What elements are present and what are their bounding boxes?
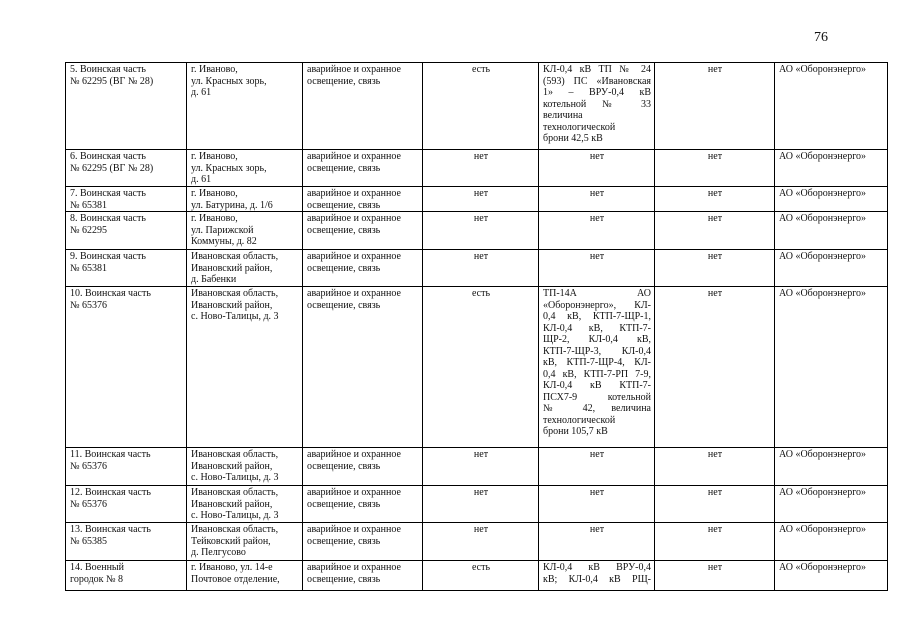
object-name-cell (66, 287, 187, 448)
purpose-cell (303, 250, 423, 287)
table-row (66, 523, 888, 561)
cell-line: освещение, связь (307, 299, 381, 311)
cell-line: № 65376 (70, 460, 108, 472)
cell-line: «Оборонэнерго», КЛ- (543, 299, 651, 311)
cell-line: Коммуны, д. 82 (191, 236, 257, 247)
organization-cell: АО «Оборонэнерго» (775, 150, 888, 187)
cell-line: аварийное и охранное (307, 151, 401, 162)
address-cell (187, 523, 303, 561)
availability-cell: есть (423, 287, 539, 448)
cell-line: освещение, связь (307, 262, 381, 274)
cell-line: 7. Воинская часть (70, 188, 146, 199)
table-row (66, 63, 888, 150)
purpose-cell (303, 448, 423, 486)
cell-line: освещение, связь (307, 535, 381, 547)
table-row (66, 561, 888, 591)
cell-line: ул. Красных зорь, (191, 162, 267, 174)
cell-line: д. 61 (191, 174, 212, 185)
cell-line: городок № 8 (70, 573, 124, 585)
cell-line: 5. Воинская часть (70, 64, 146, 75)
availability-cell: нет (423, 212, 539, 250)
availability-cell: нет (423, 486, 539, 523)
table-row (66, 486, 888, 523)
availability-cell: есть (423, 63, 539, 150)
purpose-cell (303, 187, 423, 212)
cell-line: Ивановская область, (191, 288, 279, 299)
supply-line-cell (539, 150, 655, 187)
cell-line: КЛ-0,4 кВ ТП № 24 (543, 64, 651, 75)
objects-table (65, 62, 888, 591)
object-name-cell (66, 486, 187, 523)
supply-line-cell (539, 250, 655, 287)
cell-line: № 65376 (70, 299, 108, 311)
cell-line: ул. Батурина, д. 1/6 (191, 199, 273, 211)
cell-line: величина (543, 110, 583, 121)
cell-line: Ивановская область, (191, 449, 279, 460)
cell-line: г. Иваново, ул. 14-е (191, 562, 273, 573)
availability-cell: нет (423, 250, 539, 287)
status-cell: нет (655, 150, 775, 187)
cell-line: г. Иваново, (191, 64, 238, 75)
cell-line: г. Иваново, (191, 213, 238, 224)
cell-line: Ивановская область, (191, 487, 279, 498)
cell-line: Почтовое отделение, (191, 573, 280, 585)
cell-line: нет (589, 487, 605, 498)
cell-line: 1» – ВРУ-0,4 кВ (543, 87, 651, 98)
cell-line: КЛ-0,4 кВ ВРУ-0,4 (543, 562, 651, 573)
cell-line: с. Ново-Талицы, д. 3 (191, 311, 279, 322)
status-cell: нет (655, 561, 775, 591)
purpose-cell (303, 486, 423, 523)
supply-line-cell (539, 448, 655, 486)
cell-line: ул. Парижской (191, 224, 254, 236)
cell-line: аварийное и охранное (307, 449, 401, 460)
cell-line: Ивановский район, (191, 498, 273, 510)
cell-line: Ивановская область, (191, 524, 279, 535)
cell-line: нет (589, 213, 605, 224)
cell-line: д. Бабенки (191, 274, 237, 285)
organization-cell: АО «Оборонэнерго» (775, 187, 888, 212)
object-name-cell (66, 150, 187, 187)
status-cell: нет (655, 187, 775, 212)
cell-line: нет (589, 151, 605, 162)
status-cell: нет (655, 287, 775, 448)
address-cell (187, 150, 303, 187)
cell-line: кВ; КЛ-0,4 кВ РЩ- (543, 573, 651, 585)
cell-line: д. Пелгусово (191, 547, 246, 558)
cell-line: освещение, связь (307, 460, 381, 472)
cell-line: 11. Воинская часть (70, 449, 151, 460)
availability-cell: нет (423, 150, 539, 187)
cell-line: ТП-14А АО (543, 288, 651, 299)
cell-line: нет (589, 251, 605, 262)
table-row (66, 212, 888, 250)
cell-line: технологической (543, 414, 616, 426)
cell-line: 0,4 кВ, КТП-7-ЩР-1, (543, 311, 651, 322)
cell-line: КТП-7-ЩР-3, КЛ-0,4 (543, 345, 651, 357)
object-name-cell (66, 212, 187, 250)
organization-cell: АО «Оборонэнерго» (775, 287, 888, 448)
object-name-cell (66, 561, 187, 591)
cell-line: Ивановский район, (191, 299, 273, 311)
address-cell (187, 212, 303, 250)
cell-line: нет (589, 188, 605, 199)
cell-line: Ивановский район, (191, 262, 273, 274)
status-cell: нет (655, 63, 775, 150)
table-row (66, 448, 888, 486)
cell-line: освещение, связь (307, 75, 381, 87)
address-cell (187, 63, 303, 150)
address-cell (187, 486, 303, 523)
cell-line: № 42, величина (543, 403, 651, 414)
supply-line-cell (539, 486, 655, 523)
cell-line: ПСХ7-9 котельной (543, 391, 651, 403)
supply-line-cell (539, 63, 655, 150)
object-name-cell (66, 250, 187, 287)
status-cell: нет (655, 486, 775, 523)
cell-line: освещение, связь (307, 162, 381, 174)
status-cell: нет (655, 448, 775, 486)
supply-line-cell (539, 212, 655, 250)
status-cell: нет (655, 212, 775, 250)
address-cell (187, 187, 303, 212)
organization-cell: АО «Оборонэнерго» (775, 486, 888, 523)
object-name-cell (66, 448, 187, 486)
supply-line-cell (539, 287, 655, 448)
cell-line: освещение, связь (307, 573, 381, 585)
cell-line: ЩР-2, КЛ-0,4 кВ, (543, 334, 651, 345)
organization-cell: АО «Оборонэнерго» (775, 63, 888, 150)
purpose-cell (303, 150, 423, 187)
purpose-cell (303, 63, 423, 150)
purpose-cell (303, 287, 423, 448)
cell-line: Ивановский район, (191, 460, 273, 472)
object-name-cell (66, 523, 187, 561)
organization-cell: АО «Оборонэнерго» (775, 250, 888, 287)
supply-line-cell (539, 561, 655, 591)
cell-line: 8. Воинская часть (70, 213, 146, 224)
cell-line: № 65381 (70, 199, 108, 211)
object-name-cell (66, 63, 187, 150)
availability-cell: нет (423, 523, 539, 561)
cell-line: с. Ново-Талицы, д. 3 (191, 510, 279, 521)
cell-line: брони 105,7 кВ (543, 426, 608, 437)
cell-line: освещение, связь (307, 498, 381, 510)
table-row (66, 250, 888, 287)
cell-line: 13. Воинская часть (70, 524, 151, 535)
cell-line: г. Иваново, (191, 151, 238, 162)
cell-line: № 62295 (ВГ № 28) (70, 75, 154, 87)
cell-line: аварийное и охранное (307, 487, 401, 498)
cell-line: Тейковский район, (191, 535, 271, 547)
cell-line: 9. Воинская часть (70, 251, 146, 262)
page-number: 76 (814, 30, 828, 45)
table-row (66, 287, 888, 448)
cell-line: аварийное и охранное (307, 562, 401, 573)
cell-line: освещение, связь (307, 224, 381, 236)
cell-line: котельной № 33 (543, 98, 651, 110)
table-row (66, 187, 888, 212)
cell-line: (593) ПС «Ивановская (543, 75, 651, 87)
cell-line: Ивановская область, (191, 251, 279, 262)
address-cell (187, 287, 303, 448)
organization-cell: АО «Оборонэнерго» (775, 448, 888, 486)
cell-line: аварийное и охранное (307, 288, 401, 299)
cell-line: освещение, связь (307, 199, 381, 211)
cell-line: аварийное и охранное (307, 524, 401, 535)
cell-line: № 62295 (70, 224, 108, 236)
purpose-cell (303, 212, 423, 250)
cell-line: кВ, КТП-7-ЩР-4, КЛ- (543, 357, 651, 368)
organization-cell: АО «Оборонэнерго» (775, 212, 888, 250)
address-cell (187, 448, 303, 486)
purpose-cell (303, 523, 423, 561)
cell-line: брони 42,5 кВ (543, 133, 603, 144)
availability-cell: есть (423, 561, 539, 591)
cell-line: 12. Воинская часть (70, 487, 151, 498)
organization-cell: АО «Оборонэнерго» (775, 561, 888, 591)
cell-line: нет (589, 449, 605, 460)
purpose-cell (303, 561, 423, 591)
cell-line: нет (589, 524, 605, 535)
table-row (66, 150, 888, 187)
cell-line: аварийное и охранное (307, 64, 401, 75)
cell-line: 10. Воинская часть (70, 288, 151, 299)
cell-line: КЛ-0,4 кВ, КТП-7- (543, 322, 651, 334)
supply-line-cell (539, 523, 655, 561)
cell-line: № 65385 (70, 535, 108, 547)
availability-cell: нет (423, 448, 539, 486)
address-cell (187, 250, 303, 287)
cell-line: № 62295 (ВГ № 28) (70, 162, 154, 174)
cell-line: г. Иваново, (191, 188, 238, 199)
cell-line: аварийное и охранное (307, 251, 401, 262)
organization-cell: АО «Оборонэнерго» (775, 523, 888, 561)
cell-line: ул. Красных зорь, (191, 75, 267, 87)
cell-line: КЛ-0,4 кВ КТП-7- (543, 380, 651, 391)
status-cell: нет (655, 523, 775, 561)
cell-line: технологической (543, 121, 616, 133)
cell-line: № 65381 (70, 262, 108, 274)
cell-line: с. Ново-Талицы, д. 3 (191, 472, 279, 483)
cell-line: 6. Воинская часть (70, 151, 146, 162)
availability-cell: нет (423, 187, 539, 212)
object-name-cell (66, 187, 187, 212)
cell-line: д. 61 (191, 87, 212, 98)
status-cell: нет (655, 250, 775, 287)
cell-line: 14. Военный (70, 562, 125, 573)
cell-line: аварийное и охранное (307, 213, 401, 224)
cell-line: 0,4 кВ, КТП-7-РП 7-9, (543, 368, 651, 380)
supply-line-cell (539, 187, 655, 212)
address-cell (187, 561, 303, 591)
cell-line: № 65376 (70, 498, 108, 510)
cell-line: аварийное и охранное (307, 188, 401, 199)
